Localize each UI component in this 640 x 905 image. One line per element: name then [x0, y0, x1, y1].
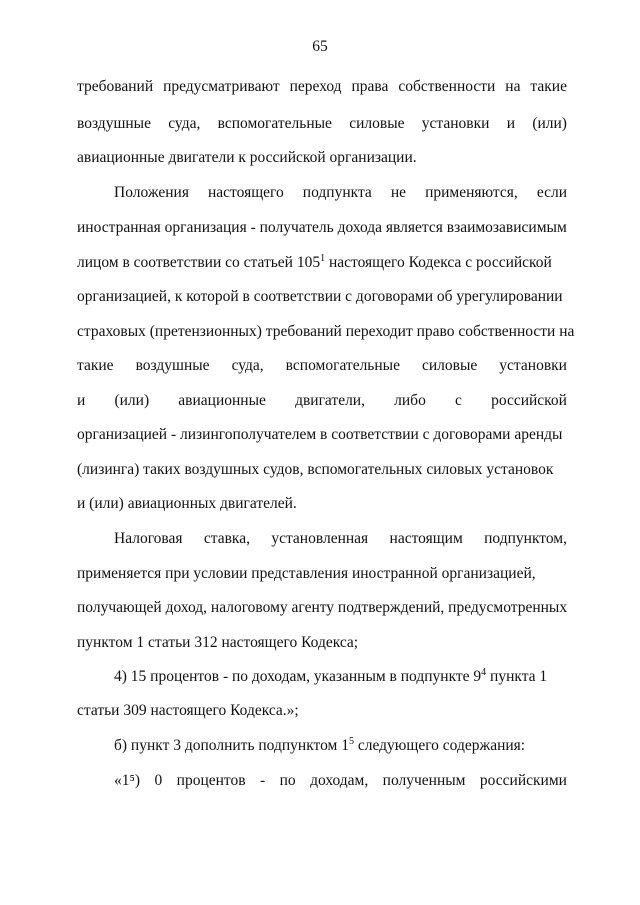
word: Положения: [114, 184, 189, 201]
text-segment: следующего содержания:: [354, 737, 526, 754]
word: российскими: [479, 772, 567, 789]
word: -: [260, 772, 266, 789]
word: переход: [289, 78, 342, 95]
word: 0: [154, 772, 163, 789]
word: установки: [499, 357, 567, 374]
word: требований: [77, 78, 154, 95]
word: подпункта: [302, 184, 372, 201]
word: и: [77, 392, 86, 409]
word: подпунктом,: [484, 530, 567, 547]
word: такие: [530, 78, 567, 95]
word: «1⁵): [114, 772, 141, 789]
text-line: [77, 78, 567, 96]
word: установленная: [271, 530, 369, 547]
word: либо: [394, 392, 426, 409]
text-line: [77, 254, 552, 272]
word: процентов: [176, 772, 246, 789]
text-line: страховых (претензионных) требований переходит право собственности на: [77, 323, 575, 340]
text-line: статьи 309 настоящего Кодекса.»;: [77, 702, 299, 719]
word: (или): [114, 392, 150, 409]
word: суда,: [168, 115, 201, 132]
text-segment: лицом в соответствии со статьей 105: [77, 254, 321, 271]
word: настоящего: [208, 184, 284, 201]
superscript: 1: [320, 252, 326, 264]
superscript: 5: [349, 735, 354, 747]
word: настоящим: [389, 530, 463, 547]
text-line: иностранная организация - получатель дохода является взаимозависимым: [77, 219, 567, 236]
word: на: [505, 78, 521, 95]
text-line: [114, 772, 567, 790]
text-line: авиационные двигатели к российской организации.: [77, 149, 417, 166]
word: двигатели,: [295, 392, 365, 409]
word: и: [506, 115, 516, 132]
text-line: организацией, к которой в соответствии с договорами об урегулировании: [77, 288, 563, 305]
word: с: [455, 392, 462, 409]
word: по: [279, 772, 296, 789]
text-line: пунктом 1 статьи 312 настоящего Кодекса;: [77, 634, 359, 651]
page-number: 65: [312, 38, 328, 55]
word: суда,: [231, 357, 264, 374]
word: не: [390, 184, 407, 201]
text-line: и (или) авиационных двигателей.: [77, 495, 297, 512]
word: доходам,: [310, 772, 369, 789]
text-line: [114, 184, 567, 202]
text-line: [77, 392, 567, 410]
word: предусматривают: [163, 78, 280, 95]
word: если: [536, 184, 567, 201]
text-segment: 4) 15 процентов - по доходам, указанным в подпункте 9: [114, 668, 482, 685]
word: ставка,: [203, 530, 250, 547]
word: воздушные: [135, 357, 210, 374]
text-line: [114, 668, 547, 686]
text-line: [114, 737, 525, 755]
word: Налоговая: [114, 530, 183, 547]
word: применяются,: [425, 184, 518, 201]
superscript: 4: [481, 666, 487, 678]
text-segment: б) пункт 3 дополнить подпунктом 1: [114, 737, 349, 754]
word: вспомогательные: [217, 115, 332, 132]
word: российской: [491, 392, 567, 409]
word: (или): [532, 115, 567, 132]
word: силовые: [349, 115, 405, 132]
text-line: организацией - лизингополучателем в соответствии с договорами аренды: [77, 426, 563, 443]
text-line: применяется при условии представления иностранной организацией,: [77, 565, 536, 582]
word: полученным: [382, 772, 466, 789]
text-segment: настоящего Кодекса с российской: [325, 254, 552, 271]
word: права: [351, 78, 389, 95]
word: вспомогательные: [285, 357, 400, 374]
word: воздушные: [77, 115, 151, 132]
text-line: [77, 115, 567, 133]
word: такие: [77, 357, 114, 374]
text-line: (лизинга) таких воздушных судов, вспомогательных силовых установок: [77, 461, 554, 478]
text-line: получающей доход, налоговому агенту подтверждений, предусмотренных: [77, 599, 568, 616]
text-segment: пункта 1: [486, 668, 548, 685]
word: авиационные: [178, 392, 266, 409]
text-line: [114, 530, 567, 548]
word: собственности: [398, 78, 496, 95]
text-line: [77, 357, 567, 375]
word: установки: [421, 115, 490, 132]
word: силовые: [422, 357, 478, 374]
